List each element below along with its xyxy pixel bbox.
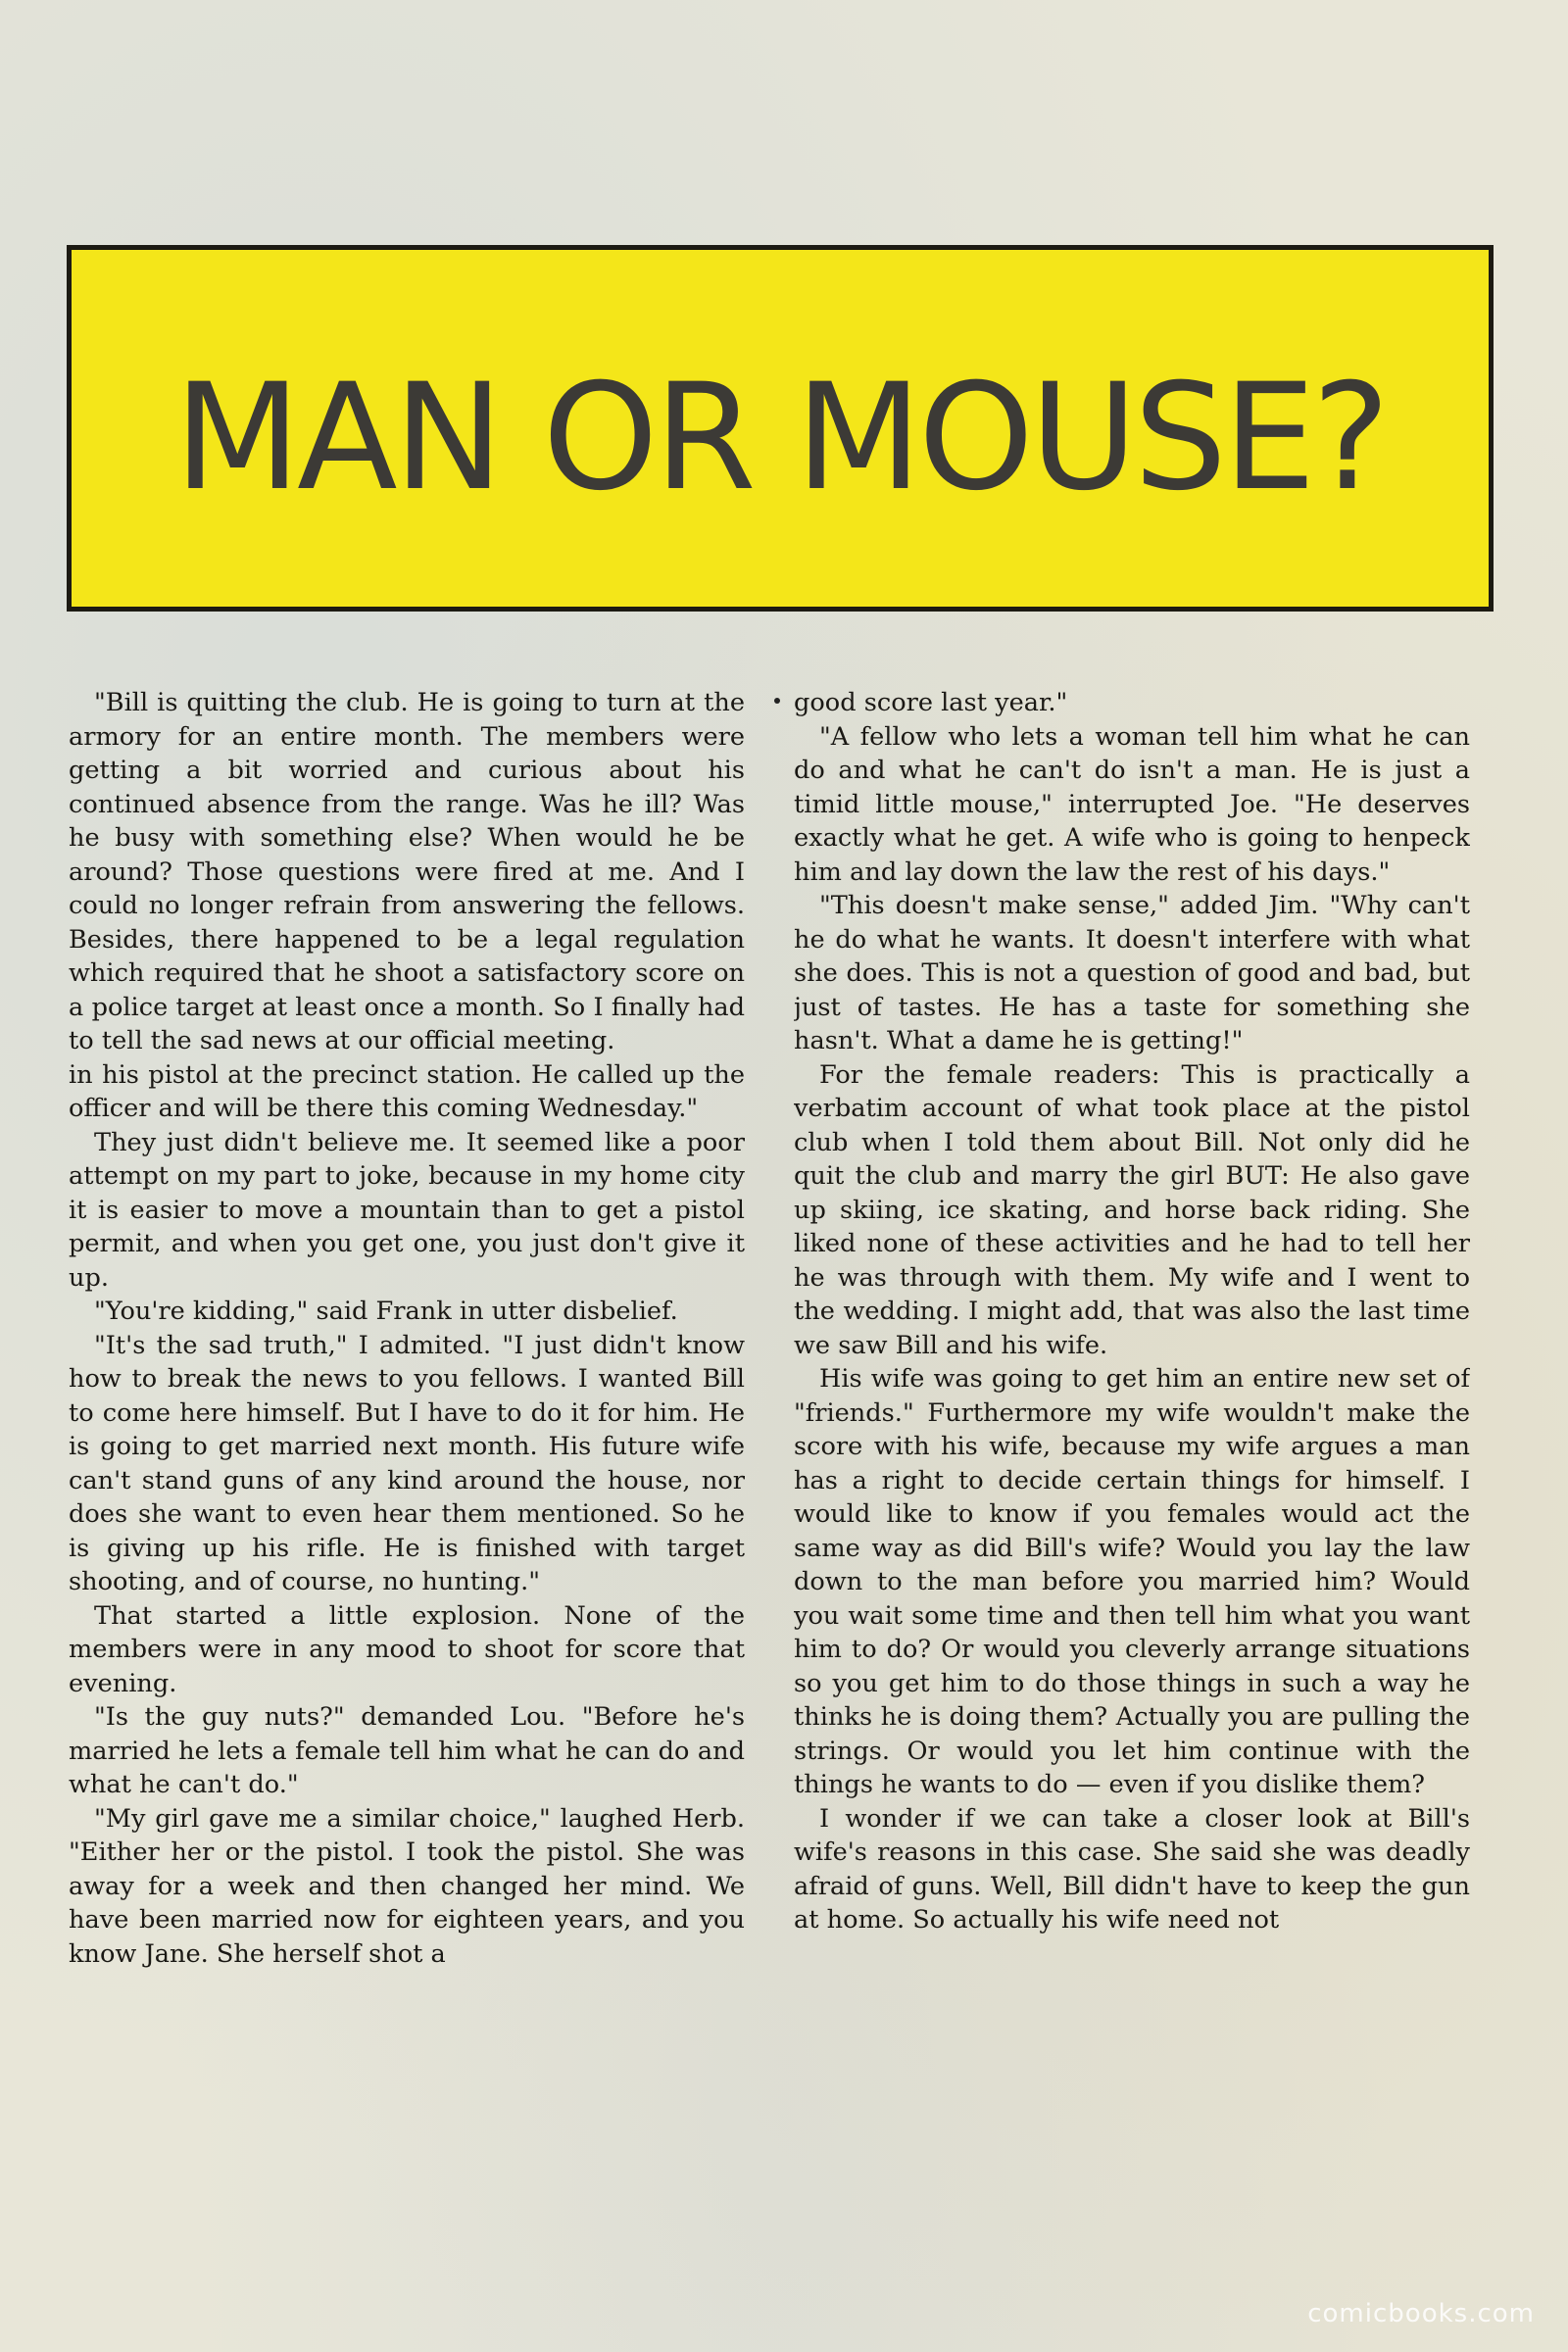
left-column [69, 686, 745, 2097]
paragraph: good score last year." [794, 688, 1068, 717]
paragraph: "Bill is quitting the club. He is going to turn at the armory for an entire month. The members were getting a bit worried and curious about his continued absence from the range. Was he ill? Was he busy with something else? When would he be around? Those questions were fired at me. And I could no longer refrain from answering the fellows. Besides, there happened to be a legal regulation which required that he shoot a satisfactory score on a police target at least once a month. So I finally had to tell the sad news at our official meeting. [69, 688, 745, 1055]
paragraph: I wonder if we can take a closer look at Bill's wife's reasons in this case. She said she was deadly afraid of guns. Well, Bill didn't have to keep the gun at home. So actually his wife need not [794, 1803, 1470, 1935]
paragraph: "This doesn't make sense," added Jim. "Why can't he do what he wants. It doesn't interfere with what she does. This is not a question of good and bad, but just of tastes. He has a taste for something she hasn't. What a dame he is getting!" [794, 891, 1470, 1055]
paragraph: That started a little explosion. None of the members were in any mood to shoot for score that evening. [69, 1600, 745, 1698]
right-column [794, 686, 1470, 2097]
paragraph: His wife was going to get him an entire new set of "friends." Furthermore my wife wouldn't make the score with his wife, because my wife argues a man has a right to decide certain things for himself. I would like to know if you females would act the same way as did Bill's wife? Would you lay the law down to the man before you married him? Would you wait some time and then tell him what you want him to do? Or would you cleverly arrange situations so you get him to do those things in such a way he thinks he is doing them? Actually you are pulling the strings. Or would you let him continue with the things he wants to do — even if you dislike them? [794, 1364, 1470, 1799]
paragraph: "It's the sad truth," I admited. "I just didn't know how to break the news to you fellows. I wanted Bill to come here himself. But I have to do it for him. He is going to get married next month. His future wife can't stand guns of any kind around the house, nor does she want to even hear them mentioned. So he is giving up his rifle. He is finished with target shooting, and of course, no hunting." [69, 1330, 745, 1596]
paragraph: "My girl gave me a similar choice," laughed Herb. "Either her or the pistol. I took the pistol. She was away for a week and then changed her mind. We have been married now for eighteen years, and you know Jane. She herself shot a [69, 1803, 745, 1969]
page-title: MAN OR MOUSE? [173, 353, 1387, 523]
site-watermark: comicbooks.com [1307, 2299, 1535, 2328]
paragraph: "A fellow who lets a woman tell him what he can do and what he can't do isn't a man. He is just a timid little mouse," interrupted Joe. "He deserves exactly what he get. A wife who is going to henpeck him and lay down the law the rest of his days." [794, 721, 1470, 887]
paragraph: They just didn't believe me. It seemed like a poor attempt on my part to joke, because in my home city it is easier to move a mountain than to get a pistol permit, and when you get one, you just don't give it up. [69, 1127, 745, 1293]
paragraph: in his pistol at the precinct station. He called up the officer and will be there this coming Wednesday." [69, 1059, 745, 1123]
paragraph: For the female readers: This is practically a verbatim account of what took place at the pistol club when I told them about Bill. Not only did he quit the club and marry the girl BUT: He also gave up skiing, ice skating, and horse back riding. She liked none of these activities and he had to tell her he was through with them. My wife and I went to the wedding. I might add, that was also the last time we saw Bill and his wife. [794, 1059, 1470, 1360]
paragraph: "Is the guy nuts?" demanded Lou. "Before he's married he lets a female tell him what he can do and what he can't do." [69, 1702, 745, 1799]
title-banner [67, 245, 1494, 612]
paragraph: "You're kidding," said Frank in utter disbelief. [94, 1297, 678, 1326]
column-divider-bullet [774, 698, 780, 704]
